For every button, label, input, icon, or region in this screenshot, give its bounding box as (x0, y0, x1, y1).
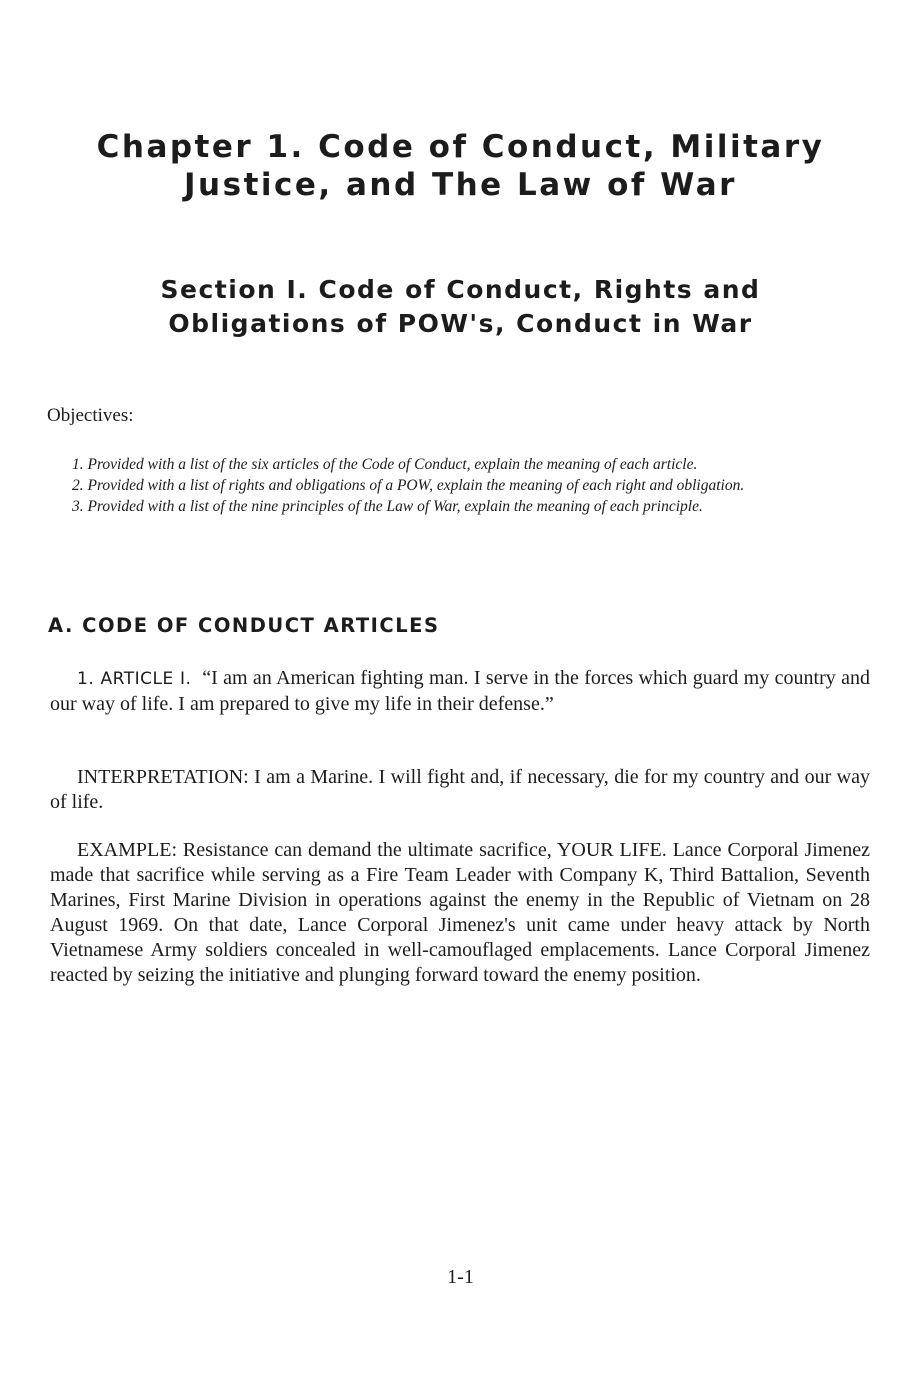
article-1-text: “I am an American fighting man. I serve in the forces which guard my country and our way of life. I am prepared to give my life in their defense.” (50, 667, 870, 715)
section-title (60, 273, 861, 341)
objective-item: 1. Provided with a list of the six articles of the Code of Conduct, explain the meaning of each article. (72, 456, 698, 473)
objective-item: 2. Provided with a list of rights and obligations of a POW, explain the meaning of each right and obligation. (72, 477, 745, 494)
section-a-heading: A. CODE OF CONDUCT ARTICLES (48, 614, 440, 637)
example-paragraph: EXAMPLE: Resistance can demand the ultimate sacrifice, YOUR LIFE. Lance Corporal Jimenez made that sacrifice while serving as a Fire Team Leader with Company K, Third Battalion, Seventh Marines, First Marine Division in operations against the enemy in the Republic of Vietnam on 28 August 1969. On that date, Lance Corporal Jimenez's unit came under heavy attack by North Vietnamese Army soldiers concealed in well-camouflaged emplacements. Lance Corporal Jimenez reacted by seizing the initiative and plunging forward toward the enemy position. (50, 839, 870, 986)
chapter-title (40, 128, 881, 204)
article-1-heading: 1. ARTICLE I. (77, 669, 192, 689)
article-1-paragraph (50, 666, 870, 717)
section-title-line1: Section I. Code of Conduct, Rights and (160, 275, 761, 304)
objectives-label: Objectives: (47, 405, 134, 426)
objective-item: 3. Provided with a list of the nine principles of the Law of War, explain the meaning of each principle. (72, 498, 703, 515)
page-number: 1-1 (447, 1266, 474, 1288)
interpretation-paragraph: INTERPRETATION: I am a Marine. I will fight and, if necessary, die for my country and our way of life. (50, 766, 870, 813)
chapter-title-line1: Chapter 1. Code of Conduct, Military (96, 129, 825, 165)
chapter-title-line2: Justice, and The Law of War (184, 167, 737, 203)
objectives-list (50, 454, 870, 517)
section-title-line2: Obligations of POW's, Conduct in War (168, 309, 753, 338)
